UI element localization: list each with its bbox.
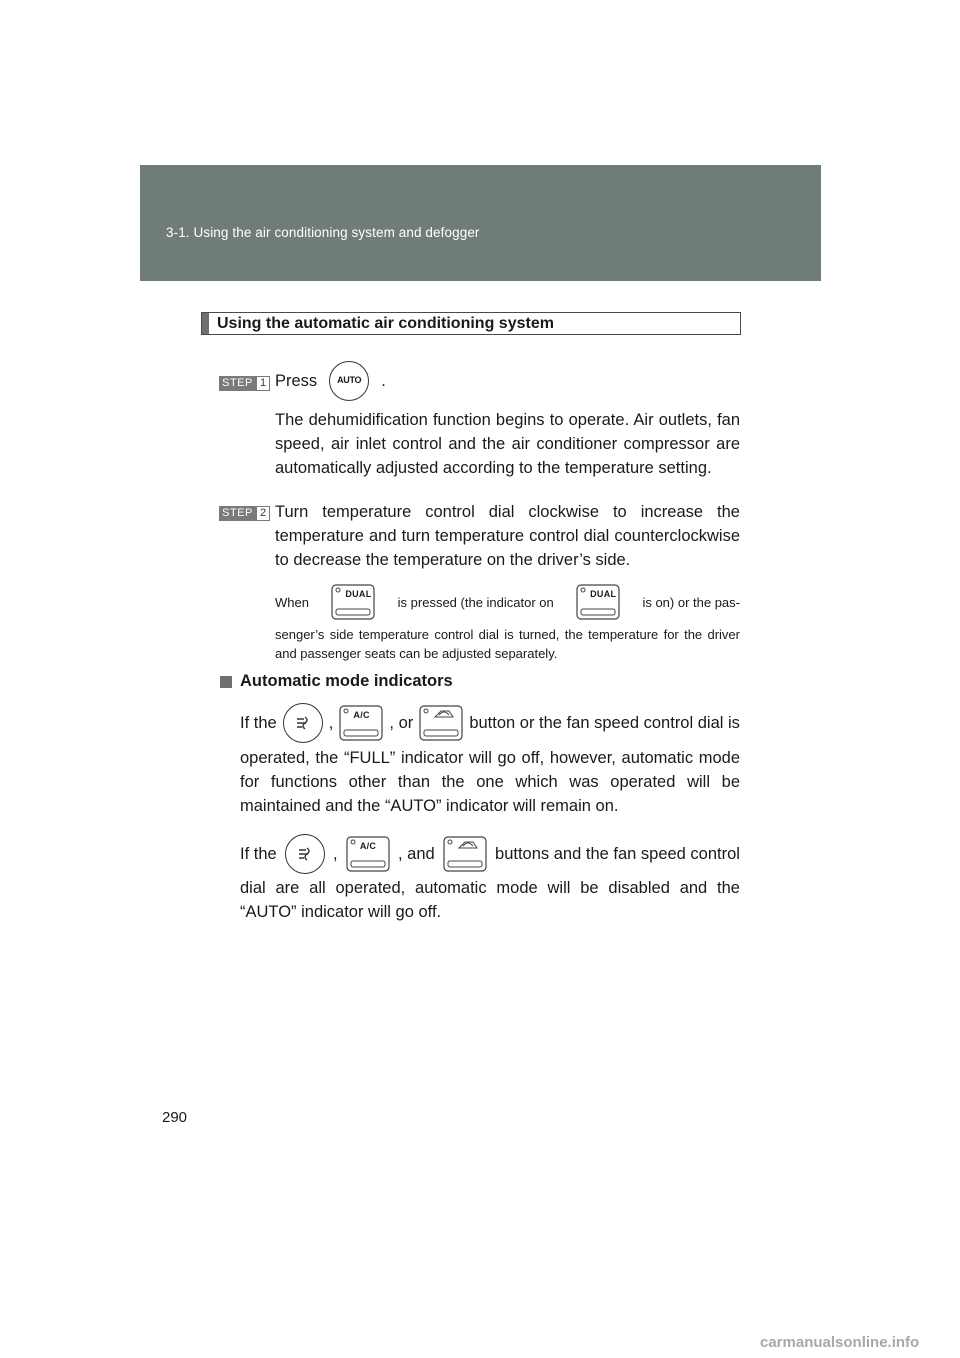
step-2-badge	[219, 506, 270, 521]
p2-part-c: , and	[397, 844, 435, 863]
chapter-title: 3-1. Using the air conditioning system and defogger	[166, 225, 480, 240]
section-title: Using the automatic air conditioning system	[217, 315, 554, 332]
auto-mode-line-1	[240, 703, 740, 743]
dual-button-icon	[576, 584, 620, 620]
recirculation-button-icon	[443, 836, 487, 872]
subsection-title: Automatic mode indicators	[240, 672, 453, 690]
step-2-description: Turn temperature control dial clockwise to increase the temperature and turn temperature control dial counterclockwise to decrease the temperature on the driver’s side.	[275, 503, 740, 569]
note-part-2: is pressed (the indicator on	[397, 594, 554, 610]
step-1-badge	[219, 376, 270, 391]
auto-mode-paragraph-2: dial are all operated, automatic mode will be disabled and the “AUTO” indicator will go off.	[240, 879, 740, 921]
auto-mode-line-2	[240, 834, 740, 874]
square-bullet-icon	[220, 676, 232, 688]
subsection-heading	[220, 672, 453, 691]
page-number: 290	[162, 1109, 188, 1126]
ac-label: A/C	[353, 710, 370, 720]
ac-button-icon	[346, 836, 390, 872]
dual-label: DUAL	[345, 589, 372, 599]
press-text: Press	[275, 371, 318, 390]
p1-part-b: ,	[328, 713, 334, 732]
auto-button-icon	[329, 361, 369, 401]
p1-part-d: button or the fan speed control dial is	[469, 713, 740, 732]
period-text: .	[381, 371, 386, 390]
p1-part-a: If the	[240, 713, 277, 732]
step-number: 2	[256, 506, 270, 521]
auto-button-label: AUTO	[337, 375, 362, 385]
fan-button-icon	[285, 834, 325, 874]
note-part-3: is on) or the pas-	[642, 594, 740, 610]
note-line-1	[275, 584, 740, 620]
recirculation-button-icon	[419, 705, 463, 741]
note-part-1: When	[275, 594, 309, 610]
note-rest: senger’s side temperature control dial is turned, the temperature for the driver and passenger seats can be adjusted separately.	[275, 627, 740, 661]
ac-button-icon	[339, 705, 383, 741]
step-label: STEP	[219, 506, 256, 521]
heading-bar	[202, 313, 209, 334]
step-number: 1	[256, 376, 270, 391]
step-label: STEP	[219, 376, 256, 391]
step-1-line	[275, 361, 386, 401]
auto-mode-paragraph-1: operated, the “FULL” indicator will go off, however, automatic mode for functions other than the one which was operated will be maintained and the “AUTO” indicator will remain on.	[240, 749, 740, 815]
chapter-header	[140, 165, 821, 281]
p2-part-b: ,	[333, 844, 338, 863]
ac-label: A/C	[359, 841, 377, 851]
p1-part-c: , or	[389, 713, 414, 732]
dual-label: DUAL	[590, 589, 617, 599]
step-1-description: The dehumidification function begins to operate. Air outlets, fan speed, air inlet control and the air conditioner compressor are automatically adjusted according to the temperature setting.	[275, 411, 740, 477]
dual-button-icon	[331, 584, 375, 620]
p2-part-d: buttons and the fan speed control	[495, 844, 740, 863]
section-heading	[201, 312, 741, 335]
p2-part-a: If the	[240, 844, 277, 863]
fan-button-icon	[283, 703, 323, 743]
watermark: carmanualsonline.info	[760, 1334, 920, 1351]
